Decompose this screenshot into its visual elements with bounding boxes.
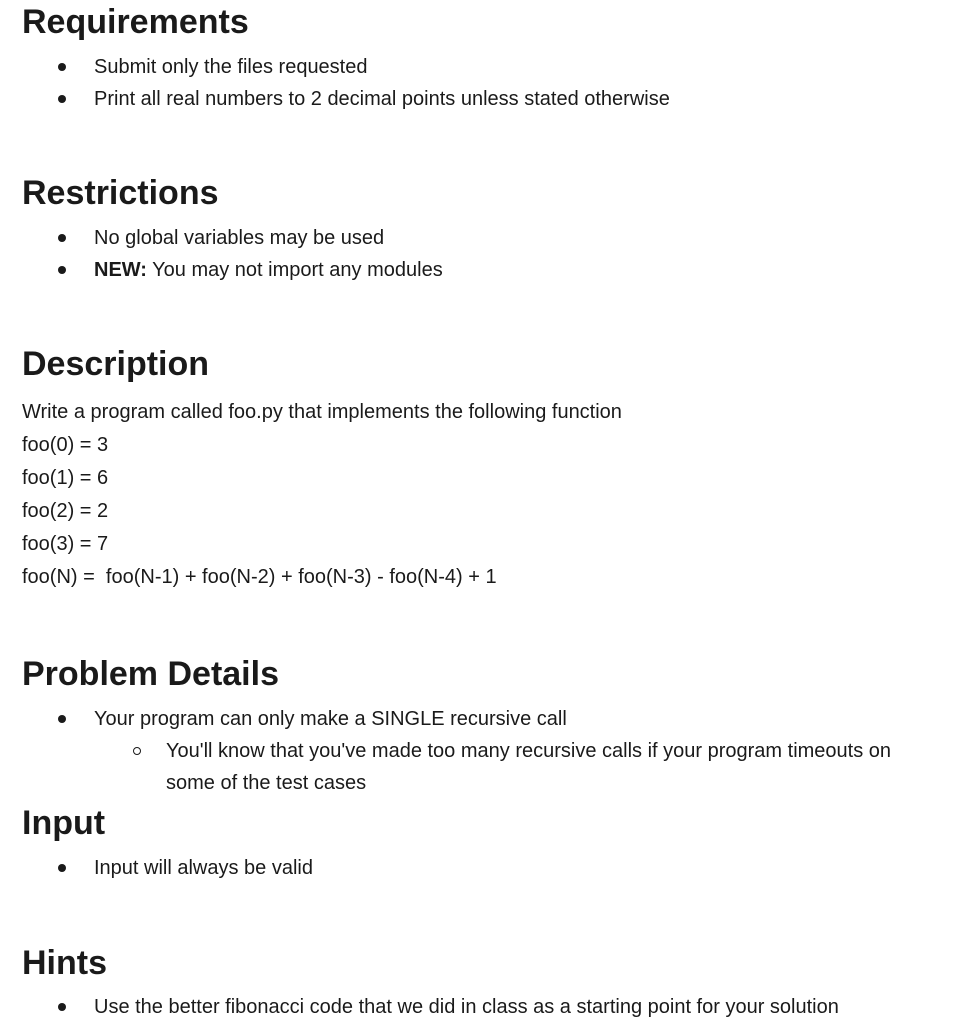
description-line: foo(0) = 3 [22, 434, 109, 456]
list-item: Input will always be valid [22, 852, 313, 884]
hints-heading: Hints [22, 944, 107, 982]
new-label: NEW: [94, 259, 147, 281]
description-body [22, 396, 622, 594]
input-list [22, 852, 313, 884]
new-text: You may not import any modules [146, 259, 443, 281]
list-item: No global variables may be used [22, 222, 443, 254]
list-item: Use the better fibonacci code that we did in class as a starting point for your solution [22, 991, 839, 1023]
list-item: Submit only the files requested [22, 51, 670, 83]
problem-details-list [22, 703, 936, 799]
description-line: foo(N) = foo(N-1) + foo(N-2) + foo(N-3) - foo(N-4) + 1 [22, 566, 497, 588]
requirements-list [22, 51, 670, 115]
restrictions-heading: Restrictions [22, 174, 219, 212]
sub-list-container [22, 735, 936, 799]
input-heading: Input [22, 804, 106, 842]
description-line: foo(1) = 6 [22, 467, 109, 489]
description-line: Write a program called foo.py that implements the following function [22, 401, 622, 423]
description-line: foo(2) = 2 [22, 500, 109, 522]
description-heading: Description [22, 345, 210, 383]
hints-list [22, 991, 839, 1023]
problem-details-sub-list [22, 735, 936, 799]
list-item: Your program can only make a SINGLE recursive call [22, 703, 936, 735]
list-item-new [22, 254, 443, 286]
requirements-heading: Requirements [22, 3, 249, 41]
problem-details-heading: Problem Details [22, 655, 279, 693]
description-line: foo(3) = 7 [22, 533, 109, 555]
restrictions-list [22, 222, 443, 286]
sub-list-item: You'll know that you've made too many recursive calls if your program timeouts on some of the test cases [22, 735, 936, 799]
list-item: Print all real numbers to 2 decimal points unless stated otherwise [22, 83, 670, 115]
